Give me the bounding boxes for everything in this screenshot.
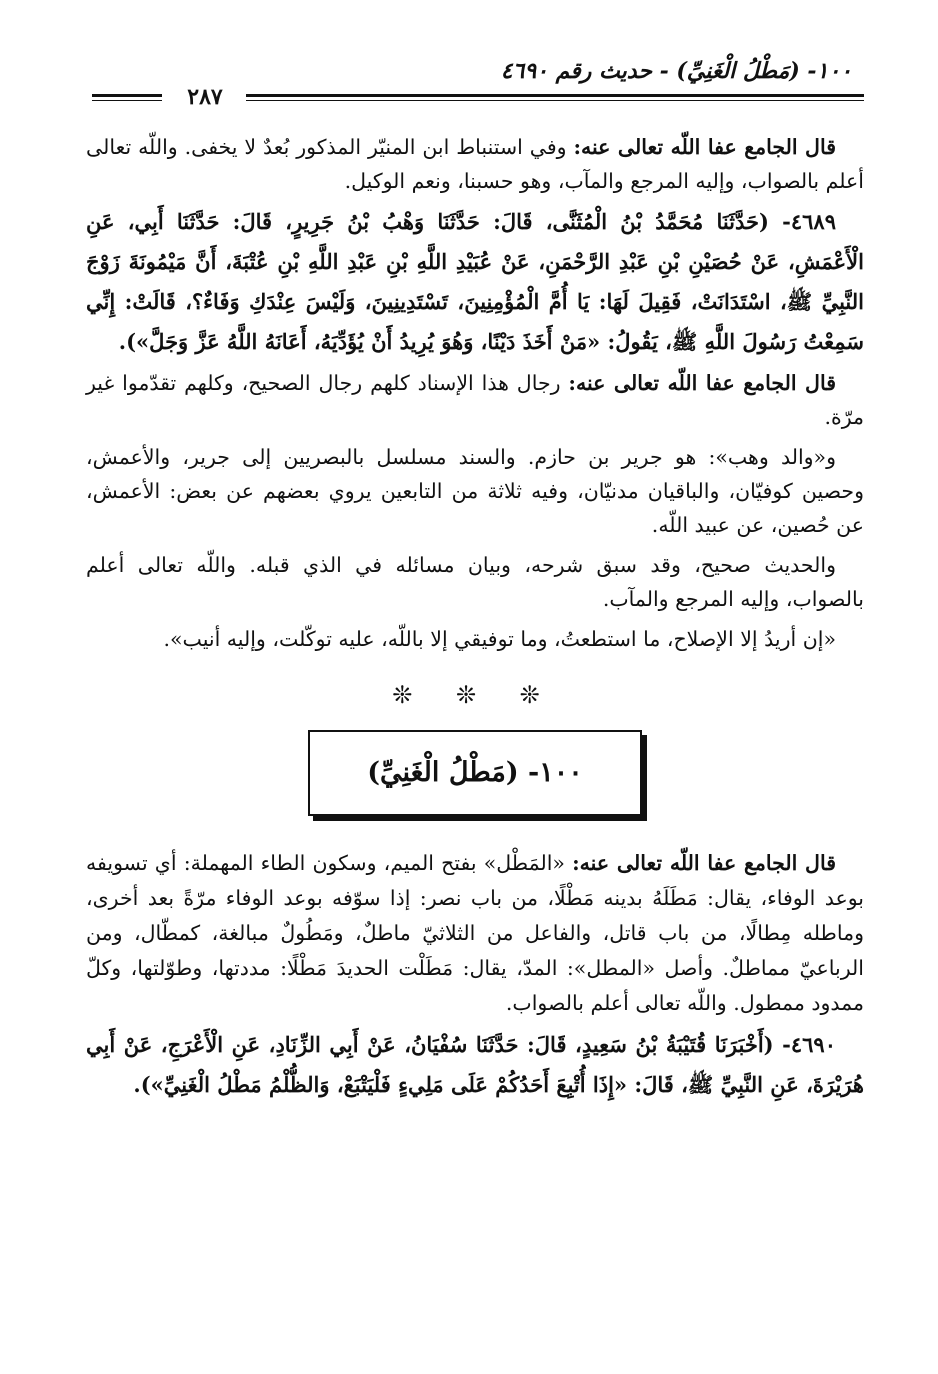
paragraph-text: «المَطْل» بفتح الميم، وسكون الطاء المهملة: أي تسويفه بوعد الوفاء، يقال: مَطَلَهُ بدينه مَطْلًا، من باب نصر: إذا سوّفه بوعد الوفاء مرّةً بعد أخرى، وماطله مِطالًا، من باب قاتل، والفاعل من الثلاثيّ ماطلٌ، ومَطُولٌ مبالغة، كمطّال، ومن الرباعيّ مماطلٌ. وأصل «المطل»: المدّ، يقال: مَطَلْت الحديدَ مَطْلًا: مددتها، وطوّلتها، وكلّ ممدود ممطول. واللّه تعالى أعلم بالصواب.: [86, 851, 864, 1015]
running-title: ١٠٠- (مَطْلُ الْغَنِيِّ) - حديث رقم ٤٦٩٠: [500, 58, 852, 84]
paragraph-lead: قال الجامع عفا اللّه تعالى عنه:: [573, 135, 836, 159]
paragraph-lead: قال الجامع عفا اللّه تعالى عنه:: [568, 371, 837, 395]
page-header: [86, 50, 864, 110]
chapter-heading-box: [308, 730, 642, 816]
paragraph: [86, 130, 864, 198]
paragraph: [86, 366, 864, 434]
paragraph: و«والد وهب»: هو جرير بن حازم. والسند مسلسل بالبصريين إلى جرير، والأعمش، وحصين كوفيّان، والباقيان مدنيّان، وفيه ثلاثة من التابعين يروي بعضهم عن بعض: الأعمش، عن حُصين، عن عبيد اللّه.: [86, 445, 864, 537]
page-body: [86, 130, 864, 1105]
book-page: [86, 50, 864, 1350]
paragraph-lead: قال الجامع عفا اللّه تعالى عنه:: [572, 851, 836, 875]
header-rule-short-thin: [92, 100, 162, 101]
chapter-title: ١٠٠- (مَطْلُ الْغَنِيِّ): [367, 757, 583, 788]
section-separator: ❊ ❊ ❊: [392, 681, 558, 709]
closing-quote: «إن أريدُ إلا الإصلاح، ما استطعتُ، وما توفيقي إلا باللّه، عليه توكّلت، وإليه أنيب».: [163, 627, 836, 651]
paragraph-text: وفي استنباط ابن المنيّر المذكور بُعدٌ لا يخفى. واللّه تعالى أعلم بالصواب، وإليه المرجع والمآب، وهو حسبنا، ونعم الوكيل.: [86, 135, 864, 193]
page-number: ٢٨٧: [187, 84, 223, 110]
chapter-heading-wrapper: [86, 730, 864, 816]
header-rule-thin: [246, 100, 864, 101]
paragraph-text: رجال هذا الإسناد كلهم رجال الصحيح، وكلهم تقدّموا غير مرّة.: [86, 371, 864, 429]
paragraph: والحديث صحيح، وقد سبق شرحه، وبيان مسائله في الذي قبله. واللّه تعالى أعلم بالصواب، وإليه المرجع والمآب.: [86, 553, 864, 611]
hadith-4690: ٤٦٩٠- (أَخْبَرَنَا قُتَيْبَةُ بْنُ سَعِيدٍ، قَالَ: حَدَّثَنَا سُفْيَانُ، عَنْ أَبِي الزِّنَادِ، عَنِ الْأَعْرَجِ، عَنْ أَبِي هُرَيْرَةَ، عَنِ النَّبِيِّ ﷺ، قَالَ: «إِذَا أُتْبِعَ أَحَدُكُمْ عَلَى مَلِيءٍ فَلْيَتْبَعْ، وَالظُّلْمُ مَطْلُ الْغَنِيِّ»).: [86, 1032, 864, 1097]
header-rule-short: [92, 94, 162, 97]
hadith-4689: ٤٦٨٩- (حَدَّثَنَا مُحَمَّدُ بْنُ الْمُثَنَّى، قَالَ: حَدَّثَنَا وَهْبُ بْنُ جَرِيرٍ، قَالَ: حَدَّثَنَا أَبِي، عَنِ الْأَعْمَشِ، عَنْ حُصَيْنِ بْنِ عَبْدِ الرَّحْمَنِ، عَنْ عُبَيْدِ اللَّهِ بْنِ عَبْدِ اللَّهِ بْنِ عُتْبَةَ، أَنَّ مَيْمُونَةَ زَوْجَ النَّبِيِّ ﷺ، اسْتَدَانَتْ، فَقِيلَ لَهَا: يَا أُمَّ الْمُؤْمِنِينَ، تَسْتَدِينِينَ، وَلَيْسَ عِنْدَكِ وَفَاءٌ؟، قَالَتْ: إِنِّي سَمِعْتُ رَسُولَ اللَّهِ ﷺ، يَقُولُ: «مَنْ أَخَذَ دَيْنًا، وَهُوَ يُرِيدُ أَنْ يُؤَدِّيَهُ، أَعَانَهُ اللَّهُ عَزَّ وَجَلَّ»).: [86, 209, 865, 354]
header-rule: [246, 94, 864, 97]
paragraph: [86, 846, 864, 1021]
